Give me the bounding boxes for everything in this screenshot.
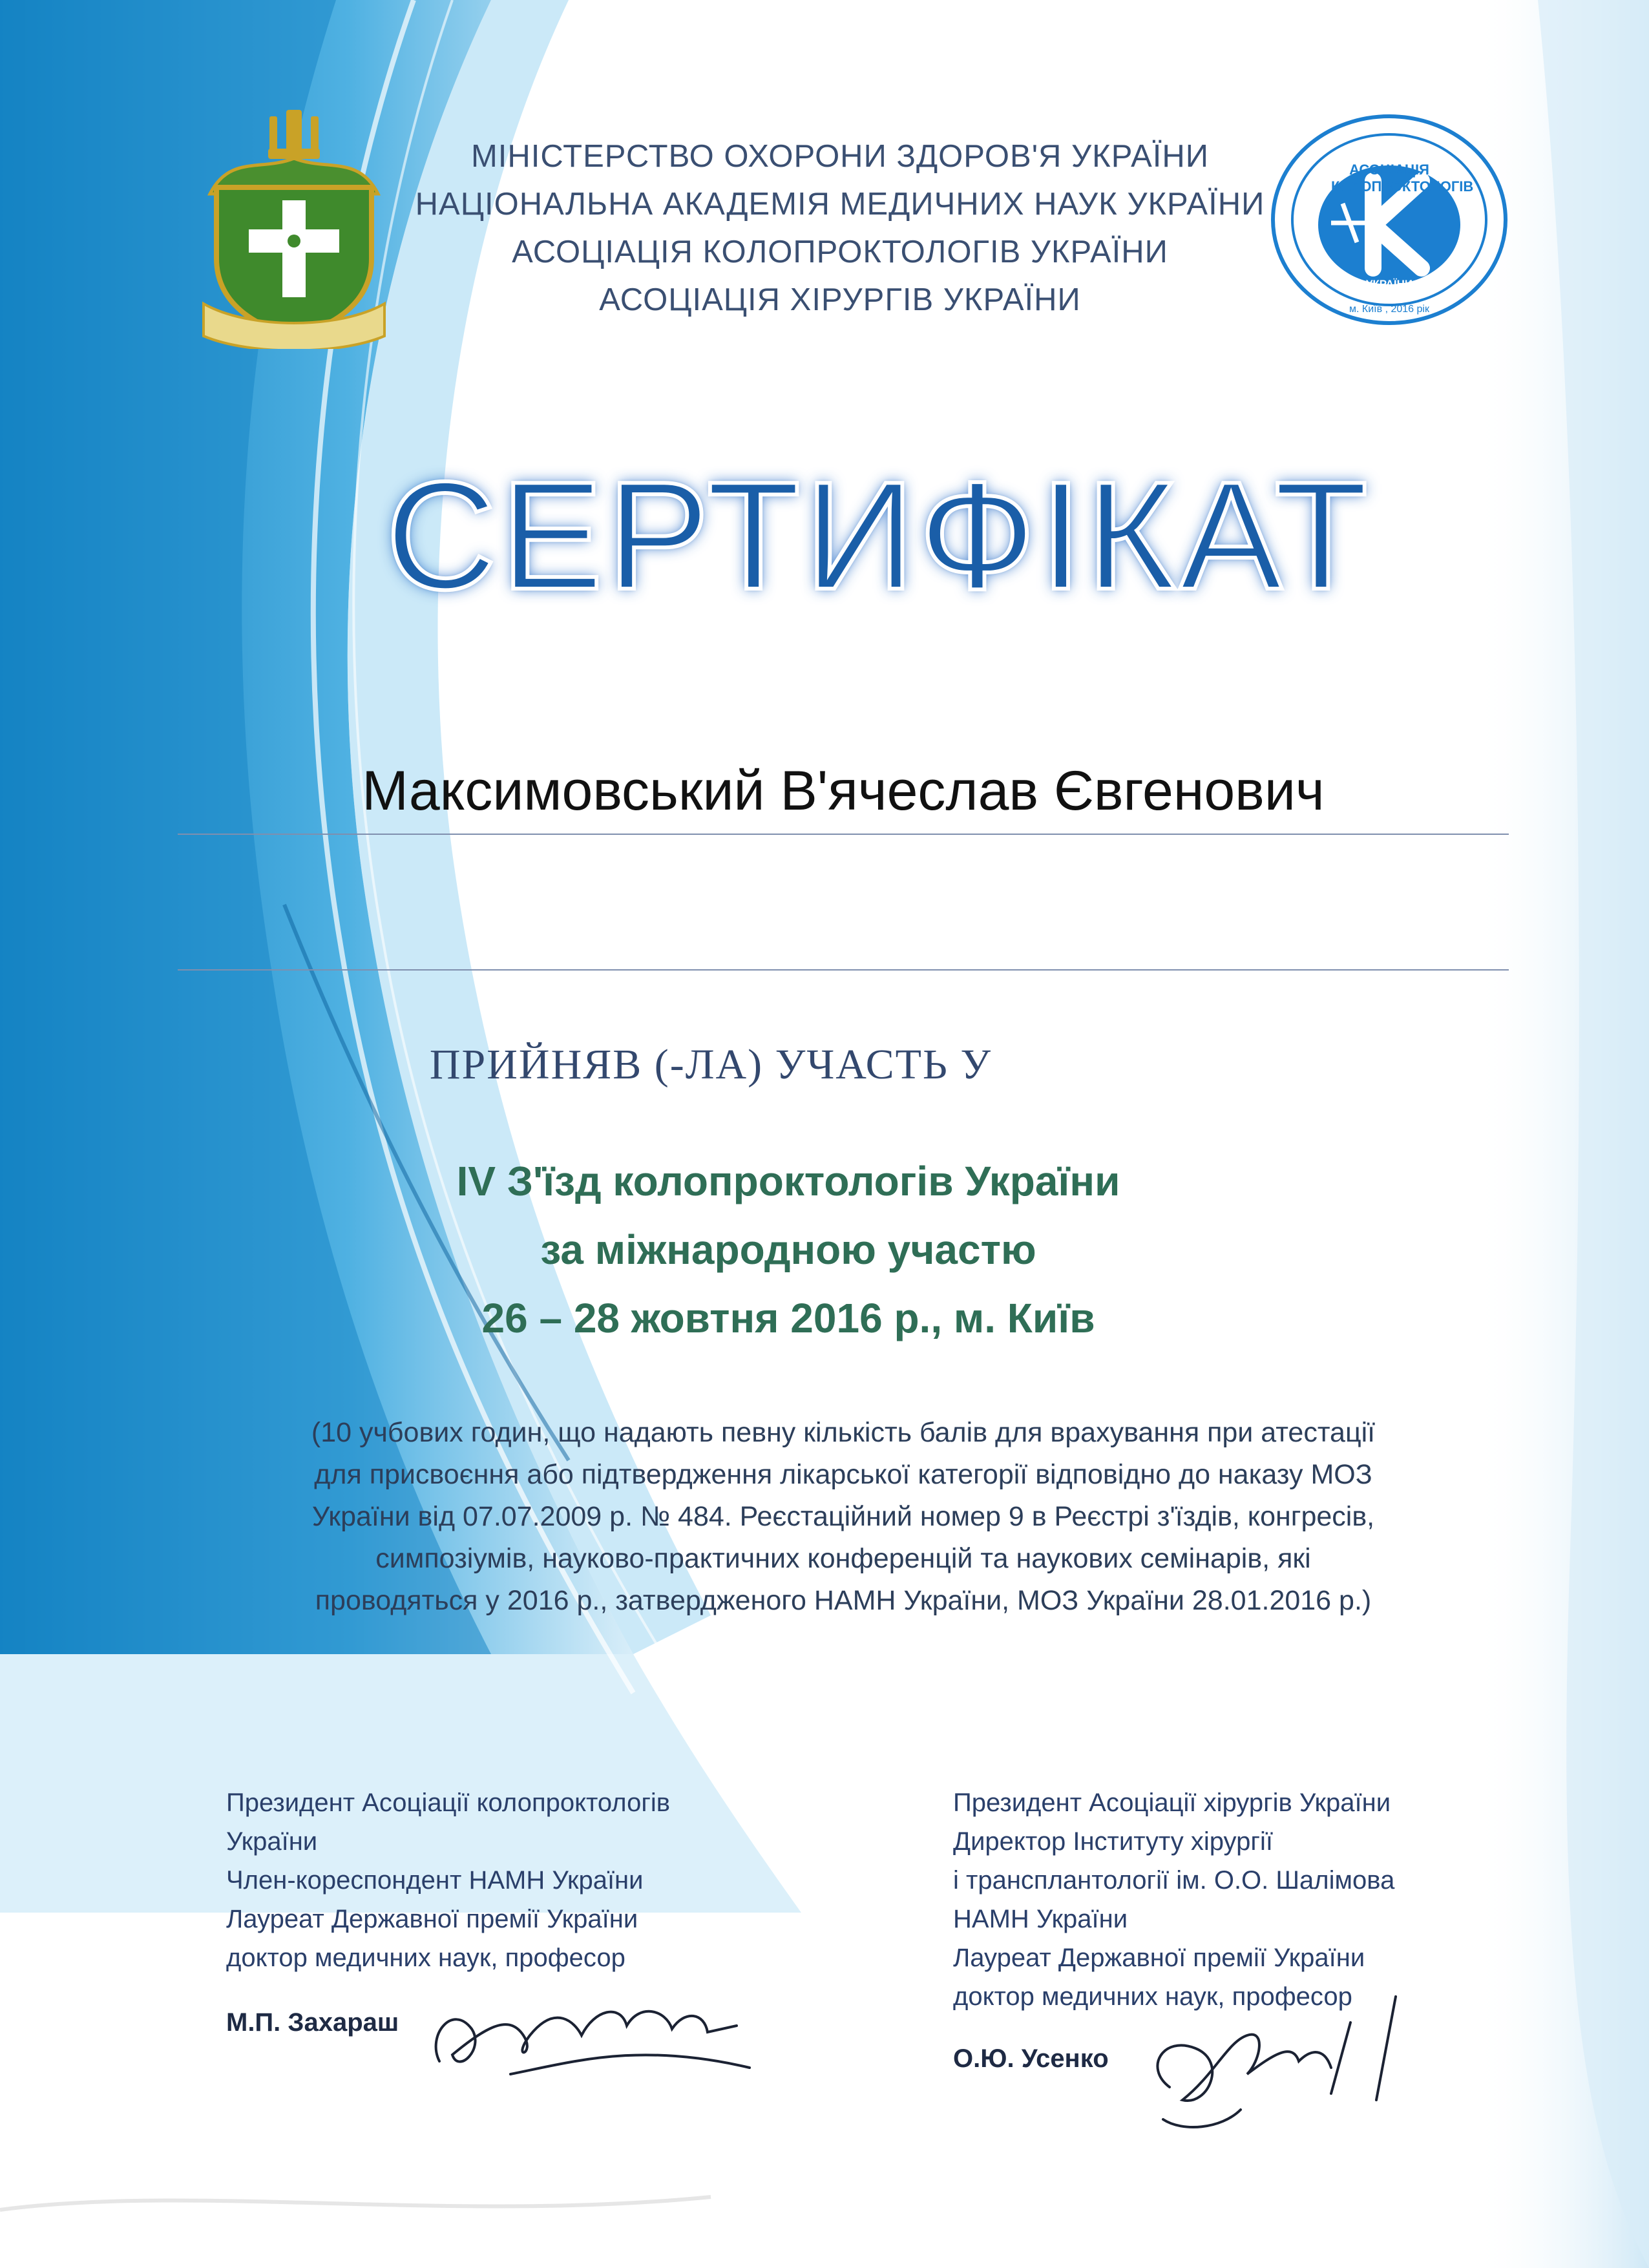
event-block xyxy=(271,1147,1305,1352)
recipient-name: Максимовський В'ячеслав Євгенович xyxy=(362,760,1325,822)
signature-left-icon xyxy=(414,1964,775,2106)
association-logo-name: АСОЦІАЦІЯ КОЛОПРОКТОЛОГІВ xyxy=(1331,162,1474,194)
association-logo-icon xyxy=(1266,110,1512,330)
header-line-academy: НАЦІОНАЛЬНА АКАДЕМІЯ МЕДИЧНИХ НАУК УКРАЇНИ xyxy=(415,187,1265,222)
signatory-name: О.Ю. Усенко xyxy=(953,2044,1109,2073)
note-line: (10 учбових годин, що надають певну кількість балів для врахування при атестації xyxy=(311,1417,1376,1448)
accreditation-note xyxy=(258,1412,1428,1622)
note-line: для присвоєння або підтвердження лікарської категорії відповідно до наказу МОЗ xyxy=(314,1459,1372,1490)
signatory-title: Член-кореспондент НАМН України xyxy=(226,1866,644,1895)
signatory-title: Лауреат Державної премії України xyxy=(953,1944,1365,1972)
association-logo-footer: м. Київ , 2016 рік xyxy=(1349,304,1429,315)
header-line-coloproctologists: АСОЦІАЦІЯ КОЛОПРОКТОЛОГІВ УКРАЇНИ xyxy=(512,235,1168,269)
recipient-underline xyxy=(178,834,1509,835)
note-line: України від 07.07.2009 р. № 484. Реєстаційний номер 9 в Реєстрі з'їздів, конгресів, xyxy=(311,1501,1375,1532)
note-line: симпозіумів, науково-практичних конференцій та наукових семінарів, які xyxy=(375,1543,1311,1574)
event-subtitle: за міжнародною участю xyxy=(540,1226,1036,1273)
signatory-title: НАМН України xyxy=(953,1905,1128,1933)
note-line: проводяться у 2016 р., затвердженого НАМН України, МОЗ України 28.01.2016 р.) xyxy=(315,1585,1372,1616)
event-title: IV З'їзд колопроктологів України xyxy=(456,1158,1120,1204)
organizations-header xyxy=(414,132,1266,324)
signatory-title: Директор Інституту хірургії xyxy=(953,1827,1273,1856)
association-logo-country: УКРАЇНИ xyxy=(1365,278,1413,290)
signatory-title: доктор медичних наук, професор xyxy=(226,1944,625,1972)
blank-underline xyxy=(178,969,1509,971)
signatory-title: України xyxy=(226,1827,318,1856)
event-date-place: 26 – 28 жовтня 2016 р., м. Київ xyxy=(481,1295,1095,1341)
signatory-title: доктор медичних наук, професор xyxy=(953,1982,1352,2011)
participation-statement: ПРИЙНЯВ (-ЛА) УЧАСТЬ У xyxy=(429,1041,993,1088)
signatory-name: М.П. Захараш xyxy=(226,2008,399,2037)
ministry-emblem-icon xyxy=(191,97,397,349)
header-line-ministry: МІНІСТЕРСТВО ОХОРОНИ ЗДОРОВ'Я УКРАЇНИ xyxy=(470,139,1210,174)
signature-right-icon xyxy=(1118,1971,1454,2139)
signatory-title: Президент Асоціації хірургів України xyxy=(953,1789,1391,1817)
signatory-title: Лауреат Державної премії України xyxy=(226,1905,638,1933)
signatory-title: Президент Асоціації колопроктологів xyxy=(226,1789,671,1817)
header-line-surgeons: АСОЦІАЦІЯ ХІРУРГІВ УКРАЇНИ xyxy=(599,282,1081,317)
signatory-title: і трансплантології ім. О.О. Шалімова xyxy=(953,1866,1395,1895)
certificate-title: СЕРТИФІКАТ xyxy=(385,450,1372,622)
